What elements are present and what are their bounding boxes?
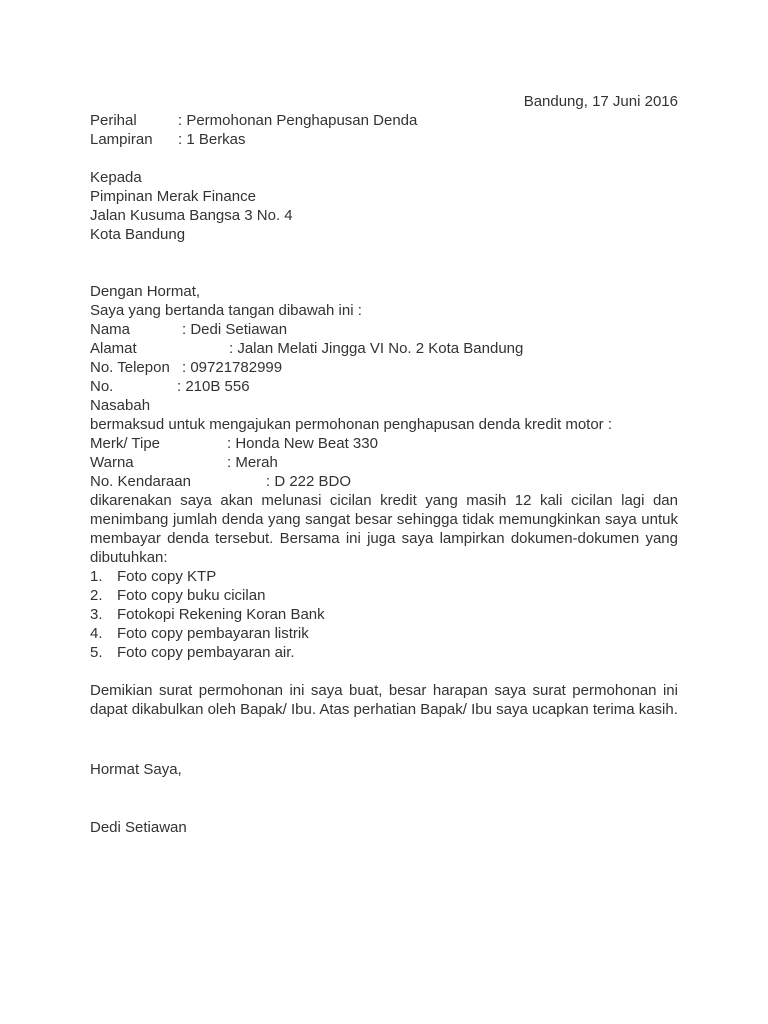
attachment-count-row xyxy=(90,130,678,149)
identity-address-label: Alamat xyxy=(90,340,137,357)
vehicle-plate-value: : D 222 BDO xyxy=(266,473,352,490)
attachment-count-value: : 1 Berkas xyxy=(178,131,246,148)
vehicle-color-label: Warna xyxy=(90,454,134,471)
identity-name-row xyxy=(90,320,678,339)
signature-name: Dedi Setiawan xyxy=(90,819,187,836)
identity-phone-value: : 09721782999 xyxy=(182,359,283,376)
attachment-item-text: Foto copy buku cicilan xyxy=(117,587,266,604)
purpose-line: bermaksud untuk mengajukan permohonan penghapusan denda kredit motor : xyxy=(90,416,613,433)
attachment-item xyxy=(90,605,678,624)
salutation: Dengan Hormat, xyxy=(90,283,201,300)
identity-customer-number-value: : 210B 556 xyxy=(177,378,250,395)
recipient-name: Pimpinan Merak Finance xyxy=(90,188,256,205)
attachment-item xyxy=(90,643,678,662)
attachment-item xyxy=(90,624,678,643)
identity-customer-number-label: No. Nasabah xyxy=(90,378,151,414)
identity-phone-row xyxy=(90,358,678,377)
attachment-item xyxy=(90,586,678,605)
identity-name-value: : Dedi Setiawan xyxy=(182,321,288,338)
identity-phone-label: No. Telepon xyxy=(90,359,170,376)
intro-line: Saya yang bertanda tangan dibawah ini : xyxy=(90,302,362,319)
vehicle-plate-row xyxy=(90,472,678,491)
attachment-item-number: 5. xyxy=(90,644,103,661)
attachment-item xyxy=(90,567,678,586)
subject-row xyxy=(90,111,678,130)
vehicle-brand-row xyxy=(90,434,678,453)
letter-date: Bandung, 17 Juni 2016 xyxy=(523,93,678,110)
identity-address-value: : Jalan Melati Jingga VI No. 2 Kota Bandung xyxy=(229,340,524,357)
attachment-item-number: 3. xyxy=(90,606,103,623)
attachment-count-label: Lampiran xyxy=(90,131,153,148)
attachment-item-number: 4. xyxy=(90,625,103,642)
vehicle-plate-label: No. Kendaraan xyxy=(90,473,191,490)
vehicle-color-value: : Merah xyxy=(227,454,278,471)
body-paragraph: dikarenakan saya akan melunasi cicilan kredit yang masih 12 kali cicilan lagi dan menimbang jumlah denda yang sangat besar sehingga tidak memungkinkan saya untuk membayar denda tersebut. Bersama ini juga saya lampirkan dokumen-dokumen yang dibutuhkan: xyxy=(90,492,678,566)
attachment-item-number: 2. xyxy=(90,587,103,604)
recipient-kepada: Kepada xyxy=(90,169,142,186)
sign-off: Hormat Saya, xyxy=(90,761,182,778)
vehicle-brand-value: : Honda New Beat 330 xyxy=(227,435,378,452)
attachment-item-text: Foto copy pembayaran listrik xyxy=(117,625,309,642)
recipient-city: Kota Bandung xyxy=(90,226,186,243)
attachment-item-number: 1. xyxy=(90,568,103,585)
subject-label: Perihal xyxy=(90,112,137,129)
identity-name-label: Nama xyxy=(90,321,131,338)
letter-content xyxy=(90,92,678,837)
attachment-item-text: Fotokopi Rekening Koran Bank xyxy=(117,606,325,623)
attachment-item-text: Foto copy KTP xyxy=(117,568,217,585)
identity-customer-number-row xyxy=(90,377,678,415)
recipient-street: Jalan Kusuma Bangsa 3 No. 4 xyxy=(90,207,293,224)
vehicle-brand-label: Merk/ Tipe xyxy=(90,435,161,452)
identity-address-row xyxy=(90,339,678,358)
subject-value: : Permohonan Penghapusan Denda xyxy=(178,112,418,129)
vehicle-color-row xyxy=(90,453,678,472)
attachment-item-text: Foto copy pembayaran air. xyxy=(117,644,295,661)
closing-paragraph: Demikian surat permohonan ini saya buat, besar harapan saya surat permohonan ini dapat dikabulkan oleh Bapak/ Ibu. Atas perhatian Bapak/ Ibu saya ucapkan terima kasih. xyxy=(90,682,678,718)
